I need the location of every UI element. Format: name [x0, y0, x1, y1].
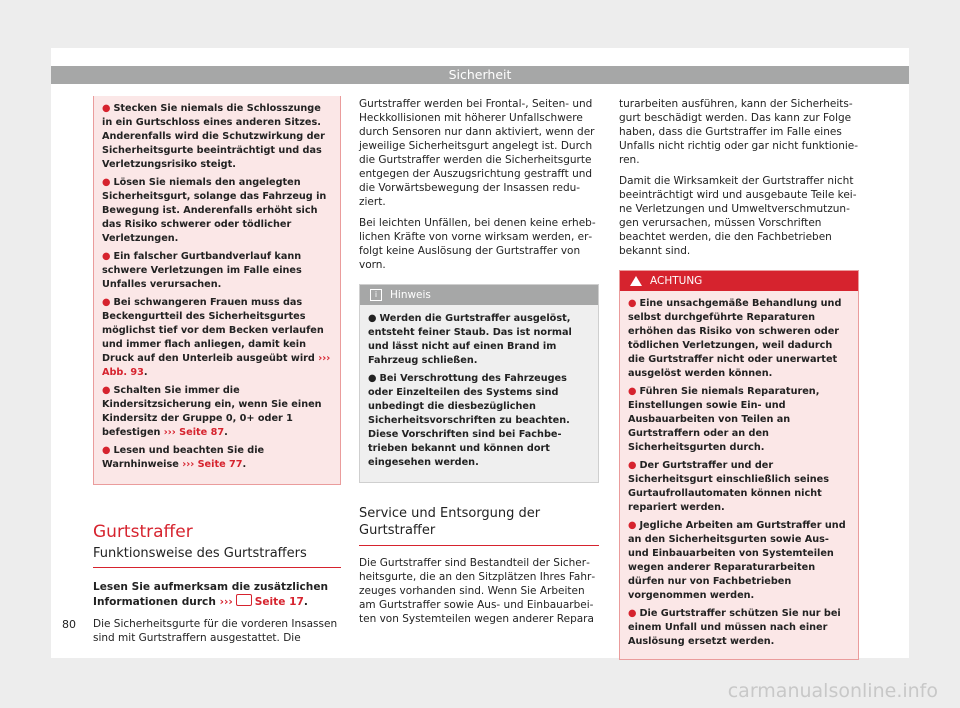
- bullet-icon: ●: [628, 460, 637, 471]
- bullet-icon: ●: [102, 177, 111, 188]
- warning-item: ● Lösen Sie niemals den angelegten Sicherheitsgurt, solange das Fahrzeug in Bewegung ist. Anderenfalls erhöht sich das Risiko schwerer oder tödlicher Verletzungen.: [102, 177, 327, 244]
- ref-link-seite17[interactable]: Seite 17: [254, 596, 304, 608]
- hinweis-body: [360, 305, 598, 482]
- hinweis-box: [359, 284, 599, 483]
- warning-triangle-icon: [630, 276, 642, 286]
- section-title: Gurtstraffer: [93, 522, 193, 542]
- achtung-item: ● Jegliche Arbeiten am Gurtstraffer und an den Sicherheitsgurten sowie Aus- und Einbauarbeiten von Systemteilen wegen anderer Reparaturarbeiten dürfen nur von Fachbetrieben vorgenommen werden.: [628, 520, 846, 601]
- book-icon: [236, 594, 252, 606]
- body-text: [619, 97, 859, 258]
- ref-arrow: ›››: [219, 596, 233, 608]
- achtung-box: [619, 270, 859, 660]
- ref-arrow: ›››: [182, 459, 195, 470]
- watermark: carmanualsonline.info: [727, 680, 938, 702]
- warning-box: [93, 96, 341, 485]
- column-2: [359, 97, 599, 633]
- page-number: 80: [62, 618, 76, 631]
- ref-link-seite77[interactable]: Seite 77: [197, 459, 243, 470]
- warning-item: ● Stecken Sie niemals die Schlosszunge in ein Gurtschloss eines anderen Sitzes. Anderenfalls wird die Schutzwirkung der Sicherheitsgurte beeinträchtigt und das Verletzungsrisiko steigt.: [102, 103, 325, 170]
- bullet-icon: ●: [102, 251, 111, 262]
- info-icon: i: [370, 289, 382, 301]
- ref-arrow: ›››: [163, 427, 176, 438]
- paragraph: turarbeiten ausführen, kann der Sicherheitsgurt beschädigt werden. Das kann zur Folge haben, dass die Gurtstraffer im Falle eines Unfalls nicht richtig oder gar nicht funktionieren.: [619, 98, 859, 166]
- bullet-icon: ●: [102, 385, 111, 396]
- service-title: Service und Entsorgung der Gurtstraffer: [359, 505, 599, 546]
- achtung-item: ● Eine unsachgemäße Behandlung und selbst durchgeführte Reparaturen erhöhen das Risiko von schweren oder tödlichen Verletzungen, weil dadurch die Gurtstraffer nicht oder unerwartet ausgelöst werden können.: [628, 298, 842, 379]
- hinweis-item: ● Bei Verschrottung des Fahrzeuges oder Einzelteilen des Systems sind unbedingt die diesbezüglichen Sicherheitsvorschriften zu beachten. Diese Vorschriften sind bei Fachbetrieben bekannt und können dort eingesehen werden.: [368, 373, 570, 468]
- bullet-icon: ●: [368, 313, 377, 324]
- achtung-item: ● Führen Sie niemals Reparaturen, Einstellungen sowie Ein- und Ausbauarbeiten von Teilen an Gurtstraffern oder an den Sicherheitsgurten durch.: [628, 386, 820, 453]
- ref-link-seite87[interactable]: Seite 87: [179, 427, 225, 438]
- section-subtitle: Funktionsweise des Gurtstraffers: [93, 547, 341, 568]
- bullet-icon: ●: [102, 445, 111, 456]
- body-text: [359, 556, 599, 626]
- bullet-icon: ●: [102, 297, 111, 308]
- page-header: Sicherheit: [51, 66, 909, 84]
- paragraph: Die Gurtstraffer sind Bestandteil der Sicherheitsgurte, die an den Sitzplätzen Ihres Fahrzeuges vorhanden sind. Wenn Sie Arbeiten am Gurtstraffer sowie Aus- und Einbauarbeiten von Systemteilen wegen anderer Repara: [359, 557, 596, 625]
- hinweis-item: ● Werden die Gurtstraffer ausgelöst, entsteht feiner Staub. Das ist normal und lässt nicht auf einen Brand im Fahrzeug schließen.: [368, 313, 572, 366]
- paragraph: Die Sicherheitsgurte für die vorderen Insassen sind mit Gurtstraffern ausgestattet. Die: [93, 618, 338, 644]
- column-3: [619, 97, 859, 660]
- achtung-body: [620, 291, 858, 659]
- warning-item: ● Ein falscher Gurtbandverlauf kann schwere Verletzungen im Falle eines Unfalles verursachen.: [102, 251, 302, 290]
- achtung-item: ● Der Gurtstraffer und der Sicherheitsgurt einschließlich seines Gurtaufrollautomaten können nicht repariert werden.: [628, 460, 829, 513]
- ref-link-abb93[interactable]: Abb. 93: [102, 367, 144, 378]
- body-text: [359, 97, 599, 272]
- warning-item: ● Bei schwangeren Frauen muss das Beckengurtteil des Sicherheitsgurtes möglichst tief vor dem Becken verlaufen und immer flach anliegen, damit kein Druck auf den Unterleib ausgeübt wird ››› Abb. 93.: [102, 297, 331, 378]
- bullet-icon: ●: [628, 520, 637, 531]
- column-1: [93, 96, 341, 652]
- body-text: [93, 617, 341, 645]
- paragraph: Damit die Wirksamkeit der Gurtstraffer nicht beeinträchtigt wird und ausgebaute Teile keine Verletzungen und Umweltverschmutzungen verursachen, müssen Vorschriften beachtet werden, die den Fachbetrieben bekannt sind.: [619, 175, 857, 257]
- bullet-icon: ●: [628, 608, 637, 619]
- achtung-item: ● Die Gurtstraffer schützen Sie nur bei einem Unfall und müssen nach einer Auslösung ersetzt werden.: [628, 608, 841, 647]
- warning-item: ● Schalten Sie immer die Kindersitzsicherung ein, wenn Sie einen Kindersitz der Gruppe 0, 0+ oder 1 befestigen ››› Seite 87.: [102, 385, 322, 438]
- bullet-icon: ●: [102, 103, 111, 114]
- warning-item: ● Lesen und beachten Sie die Warnhinweise ››› Seite 77.: [102, 445, 265, 470]
- paragraph: Bei leichten Unfällen, bei denen keine erheblichen Kräfte von vorne wirksam werden, erfolgt keine Auslösung der Gurtstraffer von vorn.: [359, 217, 596, 271]
- bullet-icon: ●: [628, 298, 637, 309]
- achtung-header: ACHTUNG: [620, 271, 858, 291]
- bullet-icon: ●: [368, 373, 377, 384]
- bullet-icon: ●: [628, 386, 637, 397]
- lead-text: Lesen Sie aufmerksam die zusätzlichen Informationen durch ››› Seite 17.: [93, 581, 329, 608]
- ref-arrow: ›››: [318, 353, 331, 364]
- hinweis-header: i Hinweis: [360, 285, 598, 305]
- paragraph: Gurtstraffer werden bei Frontal-, Seiten- und Heckkollisionen mit höherer Unfallschwere durch Sensoren nur dann aktiviert, wenn der jeweilige Sicherheitsgurt angelegt ist. Durch die Gurtstraffer werden die Sicherheitsgurte entgegen der Auszugsrichtung gestrafft und die Vorwärtsbewegung der Insassen reduziert.: [359, 98, 595, 208]
